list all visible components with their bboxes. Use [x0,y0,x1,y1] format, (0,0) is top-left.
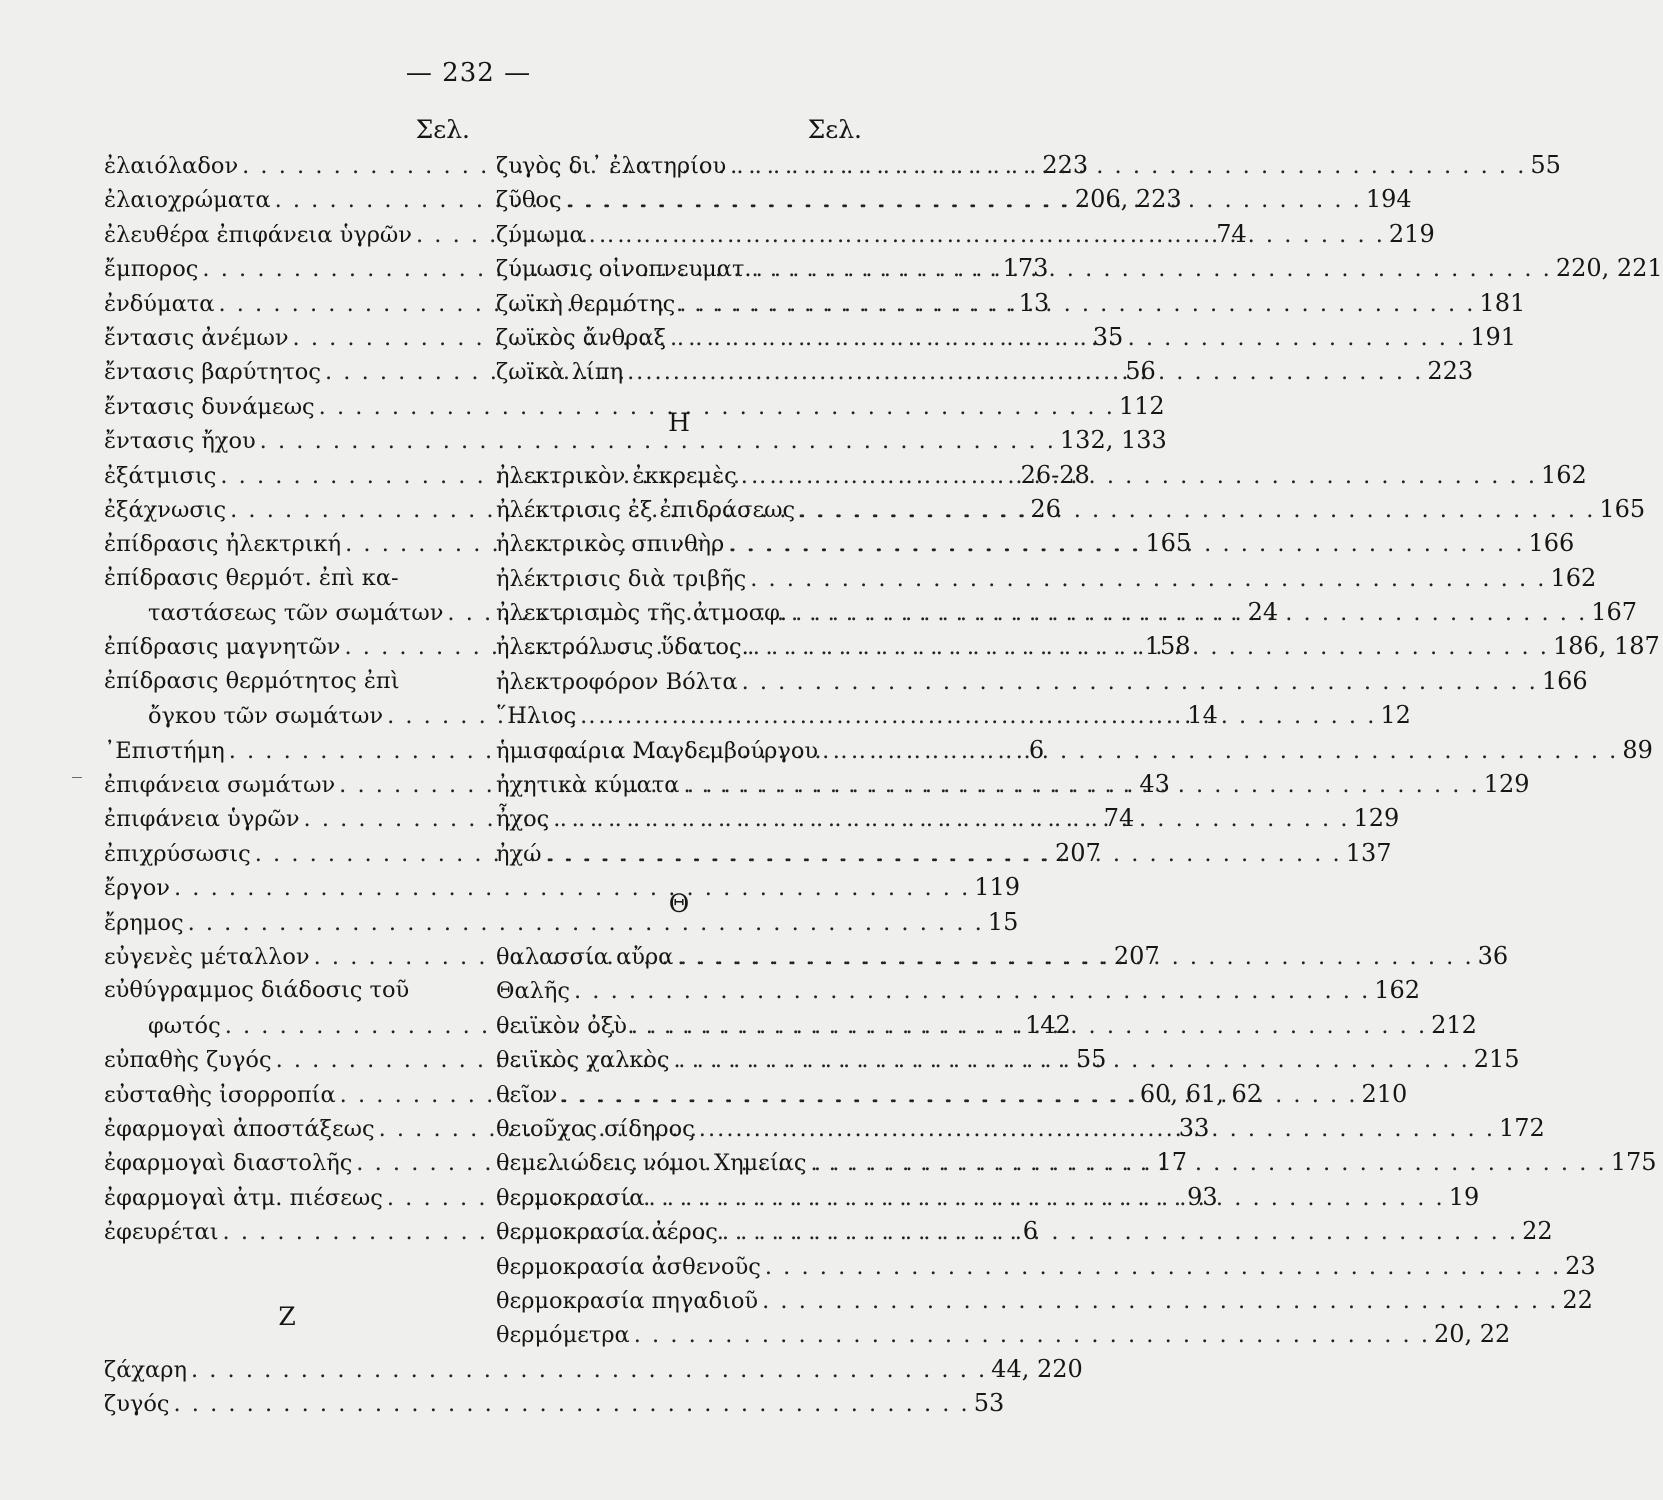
entry-page: 165 [1145,529,1192,558]
entry-page: 22 [1522,1217,1553,1246]
dot-leader [724,527,1528,561]
entry-term: ἠλέκτρισις διὰ τριβῆς [496,565,747,592]
entry-term: ἐξάτμισις [104,462,217,489]
dot-leader [576,699,1380,733]
dot-leader [541,837,1345,871]
dot-leader [627,1009,1431,1043]
entry-term: ζύμωσις οἰνοπνευματ. [496,256,752,283]
dot-leader [749,630,1553,664]
dot-leader [795,493,1599,527]
entry-page: 6 [1022,1217,1039,1246]
entry-term: ἐλαιοχρώματα [104,187,271,214]
entry-term: ἔντασις δυνάμεως [104,393,315,420]
entry-term: ἐπίδρασις μαγνητῶν [104,634,341,661]
entry-page: 219 [1388,219,1435,248]
entry-term: ζῦθος [496,187,562,214]
index-entry [496,1317,1511,1351]
entry-page: 173 [1002,254,1049,283]
dot-leader [695,1112,1499,1146]
index-entry [496,1145,1657,1179]
dot-leader [673,940,1477,974]
entry-term: ἐπιχρύσωσις [104,840,251,867]
dot-leader [806,1146,1610,1180]
index-entry [104,423,1167,457]
entry-page: 186, 187 [1552,632,1660,661]
dot-leader [787,596,1591,630]
entry-term: ἐφαρμογαὶ διαστολῆς [104,1150,353,1177]
entry-page: 215 [1473,1045,1520,1074]
dot-leader [549,802,1353,836]
entry-page: 210 [1361,1079,1408,1108]
dot-leader [670,1043,1474,1077]
entry-term: ᾽Επιστήμη [104,737,225,764]
entry-term: ῞Ηλιος [496,703,577,730]
entry-term: θερμόμετρα [496,1322,630,1349]
entry-term: ζωϊκὸς ἄνθραξ [496,324,666,351]
entry-term: θερμοκρασία πηγαδιοῦ [496,1287,759,1314]
entry-page: 56 [1125,357,1156,386]
index-entry [496,664,1588,698]
entry-term: ἠλεκτρικὸν ἐκκρεμὲς [496,462,737,489]
entry-page: 212 [1431,1010,1477,1039]
index-entry [104,1352,1083,1386]
entry-page: 132, 133 [1059,426,1167,455]
entry-page: 26 [1030,494,1061,523]
entry-page: 162 [1374,976,1421,1005]
entry-term: εὐπαθὴς ζυγός [104,1047,272,1074]
entry-term: θειοῦχος σίδηρος [496,1115,695,1142]
dot-leader [630,1318,1434,1352]
dot-leader [737,459,1541,493]
index-entry [496,733,1653,767]
entry-page: 23 [1565,1251,1596,1280]
entry-page: 22 [1562,1285,1593,1314]
entry-term: ἔντασις ἤχου [104,428,256,455]
entry-page: 13 [1018,288,1050,317]
entry-page: 137 [1345,838,1392,867]
entry-term: ἠλεκτρισμὸς τῆς ἀτμοσφ. [496,600,787,627]
entry-page: 36 [1477,942,1509,971]
entry-term: ταστάσεως τῶν σωμάτων [148,600,444,627]
dot-leader [726,149,1530,183]
entry-page: 14 [1187,701,1218,730]
entry-page: 119 [974,873,1021,902]
entry-page: 129 [1483,770,1530,799]
entry-term: ἐπίδρασις θερμότ. ἐπὶ κα- [104,564,399,591]
entry-term: ἠχώ [496,840,542,867]
entry-term: θαλασσία αὔρα [496,944,674,971]
entry-term: ζωϊκὰ λίπη [496,359,624,386]
entry-term: εὐθύγραμμος διάδοσις τοῦ [104,977,410,1004]
index-entry [496,1214,1553,1248]
left-column-header: Σελ. [415,115,470,144]
entry-page: 6 [1028,735,1045,764]
page-number: — 232 — [405,58,532,88]
entry-page: 207 [1054,838,1101,867]
entry-term: θερμοκρασία ἀέρος [496,1219,718,1246]
entry-page: 165 [1599,494,1646,523]
entry-term: ἔργον [104,875,170,902]
entry-page: 166 [1541,666,1588,695]
dot-leader [666,321,1470,355]
dot-leader [679,768,1483,802]
entry-page: 162 [1541,460,1587,489]
dot-leader [169,1387,973,1421]
entry-term: ἔντασις ἀνέμων [104,324,289,351]
index-entry [104,973,470,1007]
entry-page: 142 [1024,1010,1071,1039]
entry-term: ζυγός [104,1391,170,1418]
entry-term: ἐφαρμογαὶ ἀτμ. πιέσεως [104,1184,383,1211]
entry-term: ἠλεκτροφόρον Βόλτα [496,668,738,695]
entry-term: θεμελιώδεις νόμοι Χημείας [496,1150,807,1177]
entry-page: 12 [1380,701,1411,730]
entry-term: ἐφευρέται [104,1219,219,1246]
entry-term: ἔντασις βαρύτητος [104,359,321,386]
entry-term: θερμοκρασία ἀσθενοῦς [496,1253,761,1280]
index-entry [496,1249,1596,1283]
entry-page: 20, 22 [1433,1320,1511,1349]
dot-leader [644,1181,1448,1215]
entry-term: Θαλῆς [496,978,570,1005]
dot-leader [746,562,1550,596]
dot-leader [187,1353,991,1387]
entry-page: 162 [1550,563,1597,592]
entry-term: ὄγκου τῶν σωμάτων [148,703,384,730]
entry-page: 15 [987,907,1019,936]
entry-page: 194 [1365,185,1412,214]
entry-term: ἐλαιόλαδον [104,153,239,179]
entry-term: ζωϊκὴ θερμότης [496,290,676,317]
entry-page: 19 [1448,1182,1480,1211]
entry-term: ἐλευθέρα ἐπιφάνεια ὑγρῶν [104,221,412,248]
entry-page: 158 [1144,632,1191,661]
entry-term: εὐγενὲς μέταλλον [104,943,310,970]
entry-term: θεῖον [496,1081,558,1108]
entry-page: 17 [1156,1148,1188,1177]
dot-leader [585,218,1389,252]
entry-term: ζύμωμα [496,221,585,248]
entry-term: ἦχος [496,806,550,833]
entry-page: 44, 220 [991,1354,1083,1383]
entry-page: 191 [1470,322,1517,351]
dot-leader [675,287,1479,321]
index-entry [496,1283,1593,1317]
entry-page: 55 [1530,151,1561,179]
entry-term: ἔρημος [104,909,184,936]
entry-page: 223 [1427,357,1474,386]
entry-term: εὐσταθὴς ἰσορροπία [104,1081,336,1108]
dot-leader [570,974,1374,1008]
dot-leader [557,1078,1361,1112]
index-entry [104,664,470,698]
index-entry [496,561,1597,595]
entry-page: 223 [1042,151,1089,179]
entry-page: 74 [1216,219,1247,248]
section-heading-h: Η [668,407,690,437]
dot-leader [562,183,1366,217]
dot-leader [738,665,1542,699]
dot-leader [818,734,1622,768]
entry-page: 53 [973,1389,1005,1418]
entry-term: θειϊκὸς χαλκὸς [496,1047,670,1074]
entry-term: ἐξάχνωσις [104,496,227,523]
dot-leader [752,252,1556,286]
entry-page: 55 [1075,1045,1107,1074]
entry-term: ἠχητικὰ κύματα [496,772,680,799]
entry-page: 112 [1118,391,1165,420]
left-z-entries [104,1352,1083,1421]
margin-mark: ‾ [72,773,82,797]
entry-page: 26-28 [1020,460,1090,489]
dot-leader [761,1250,1565,1284]
entry-term: ἠλεκτρικὸς σπινθὴρ [496,531,725,558]
dot-leader [758,1284,1562,1318]
entry-term: ζυγὸς δι᾽ ἐλατηρίου [496,153,727,179]
entry-page: 207 [1113,941,1160,970]
entry-term: φωτός [148,1012,221,1039]
entry-term: ζάχαρη [104,1356,187,1383]
right-column-header: Σελ. [807,115,862,144]
index-entry [104,905,1019,939]
entry-page: 35 [1092,322,1124,351]
entry-term: ἔμπορος [104,256,199,283]
entry-page: 24 [1247,598,1279,627]
section-heading-z: Ζ [278,1301,296,1331]
index-entry [104,561,470,595]
dot-leader [623,355,1427,389]
entry-term: θειϊκὸν ὀξὺ [496,1012,627,1039]
entry-term: ἐφαρμογαὶ ἀποστάξεως [104,1115,375,1142]
entry-page: 181 [1479,288,1526,317]
entry-page: 129 [1353,804,1400,833]
index-entry [104,1386,1005,1420]
entry-term: ἐνδύματα [104,290,215,317]
entry-term: ἐπιφάνεια σωμάτων [104,772,336,799]
entry-term: ἡμισφαίρια Μαγδεμβούργου [496,737,819,764]
dot-leader [718,1215,1522,1249]
entry-page: 33 [1178,1113,1210,1142]
entry-term: ἐπίδρασις θερμότητος ἐπὶ [104,667,400,694]
entry-page: 74 [1103,804,1135,833]
entry-page: 175 [1610,1148,1657,1177]
entry-term: θερμοκρασία [496,1184,645,1211]
index-entry [496,973,1421,1007]
entry-term: ἠλέκτρισις ἐξ ἐπιδράσεως [496,496,796,523]
entry-page: 93 [1187,1182,1218,1211]
entry-term: ἐπιφάνεια ὑγρῶν [104,806,300,833]
spacer [104,1249,470,1283]
entry-term: ἐπίδρασις ἠλεκτρική [104,531,342,558]
entry-page: 172 [1499,1113,1545,1142]
entry-page: 206, 223 [1074,185,1182,214]
index-entry [104,870,1021,904]
entry-page: 167 [1591,598,1638,627]
section-heading-th: Θ [668,889,690,919]
entry-page: 43 [1139,770,1170,799]
index-entry [104,389,1165,423]
entry-page: 60, 61, 62 [1139,1079,1263,1108]
entry-page: 220, 221 [1555,254,1663,283]
entry-term: ἠλεκτρόλυσις ὕδατος. [496,634,749,661]
entry-page: 89 [1622,735,1653,764]
entry-page: 166 [1528,529,1575,558]
